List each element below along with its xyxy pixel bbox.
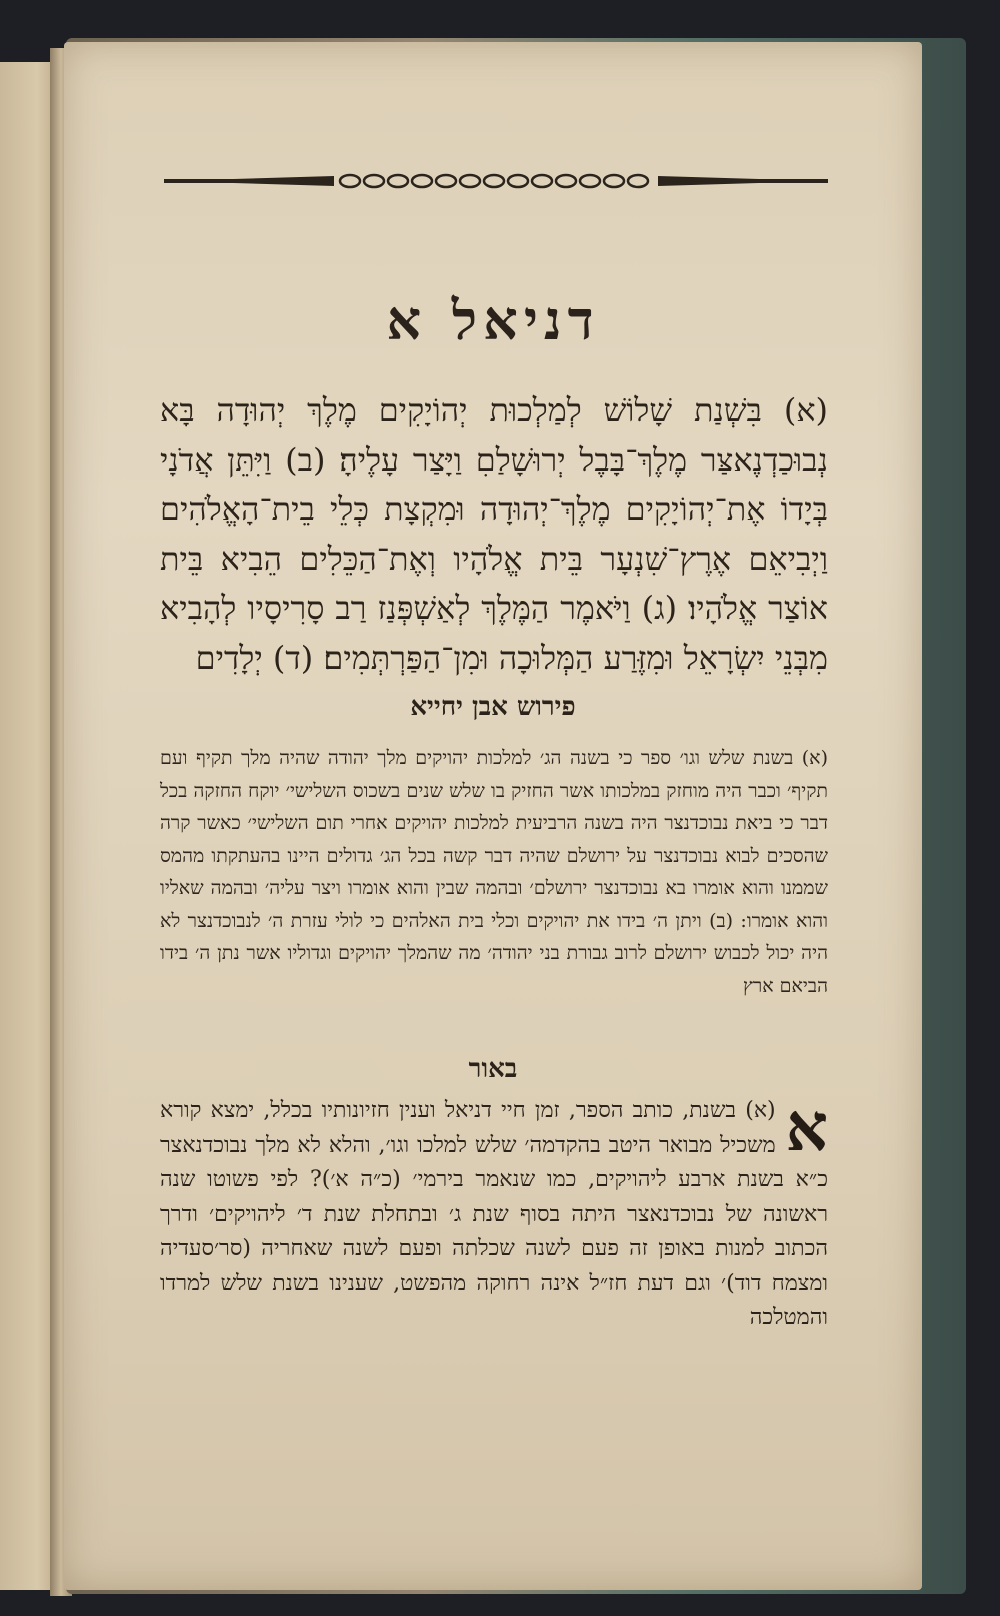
bur-section [160,1088,828,1336]
ornament-divider [164,168,828,194]
chapter-title: דניאל א [386,288,600,352]
commentary-text: (א) בשנת שלש וגו׳ ספר כי בשנה הג׳ למלכות יהויקים מלך יהודה שהיה מלך תקיף ועם תקיף׳ וכבר היה מוחזק במלכותו אשר החזיק בו שלש שנים בשכוס השלישי׳ יוקח החזקה בכל דבר כי ביאת נבוכדנצר היה בשנה הרביעית למלכות יהויקים אחרי תום השלישי׳ כאשר קרה שהסכים לבוא נבוכדנצר על ירושלם שהיה דבר קשה בכל הג׳ גדולים היינו בהעתקתו מהמס שממנו והוא אומרו בא נבוכדנצר ירושלם׳ ובהמה שבין והוא אומרו ויצר עליה׳ ובהמה שאליו והוא אומרו: (ב) ויתן ה׳ בידו את יהויקים וכלי בית האלהים כי לולי עזרת ה׳ לנבוכדנצר לא היה יכול לכבוש ירושלם לרוב גבורת בני יהודה׳ מה שהמלך יהויקים וגדוליו אשר נתן ה׳ בידו הביאם ארץ [160,747,828,997]
drop-cap: א [785,1088,828,1166]
bur-heading: באור [468,1054,518,1084]
scripture-text: (א) בִּשְׁנַת שָׁלוֹשׁ לְמַלְכוּת יְהוֹיָקִים מֶלֶךְ יְהוּדָה בָּא נְבוּכַדְנֶאצַּר מֶלֶךְ־בָּבֶל יְרוּשָׁלַםִ וַיָּצַר עָלֶיהָ׃ (ב) וַיִּתֵּן אֲדֹנָי בְּיָדוֹ אֶת־יְהוֹיָקִים מֶלֶךְ־יְהוּדָה וּמִקְצָת כְּלֵי בֵית־הָאֱלֹהִים וַיְבִיאֵם אֶרֶץ־שִׁנְעָר בֵּית אֱלֹהָיו וְאֶת־הַכֵּלִים הֵבִיא בֵּית אוֹצַר אֱלֹהָיו׃ (ג) וַיֹּאמֶר הַמֶּלֶךְ לְאַשְׁפְּנַז רַב סָרִיסָיו לְהָבִיא מִבְּנֵי יִשְׂרָאֵל וּמִזֶּרַע הַמְּלוּכָה וּמִן־הַפַּרְתְּמִים׃ (ד) יְלָדִים [160,391,828,677]
book-page [64,42,922,1590]
commentary-heading: פירוש אבן יחייא [410,692,576,722]
bur-text: (א) בשנת, כותב הספר, זמן חיי דניאל וענין חזיונותיו בכלל, ימצא קורא משכיל מבואר היטב בהקדמה׳ שלש למלכו וגו׳, והלא לא מלך נבוכדנאצר כ״א בשנת ארבע ליהויקים, כמו שנאמר בירמי׳ (כ״ה א׳)? לפי פשוטו שנה ראשונה של נבוכדנאצר היתה בסוף שנת ג׳ ובתחלת שנת ד׳ ליהויקים׳ ודרך הכתוב למנות באופן זה פעם לשנה שכלתה ופעם לשנה שאחריה (סר׳סעדיה ומצמח דוד)׳ וגם דעת חז״ל אינה רחוקה מהפשט, שענינו בשנת שלש למרדו והמטלכה [160,1098,828,1330]
